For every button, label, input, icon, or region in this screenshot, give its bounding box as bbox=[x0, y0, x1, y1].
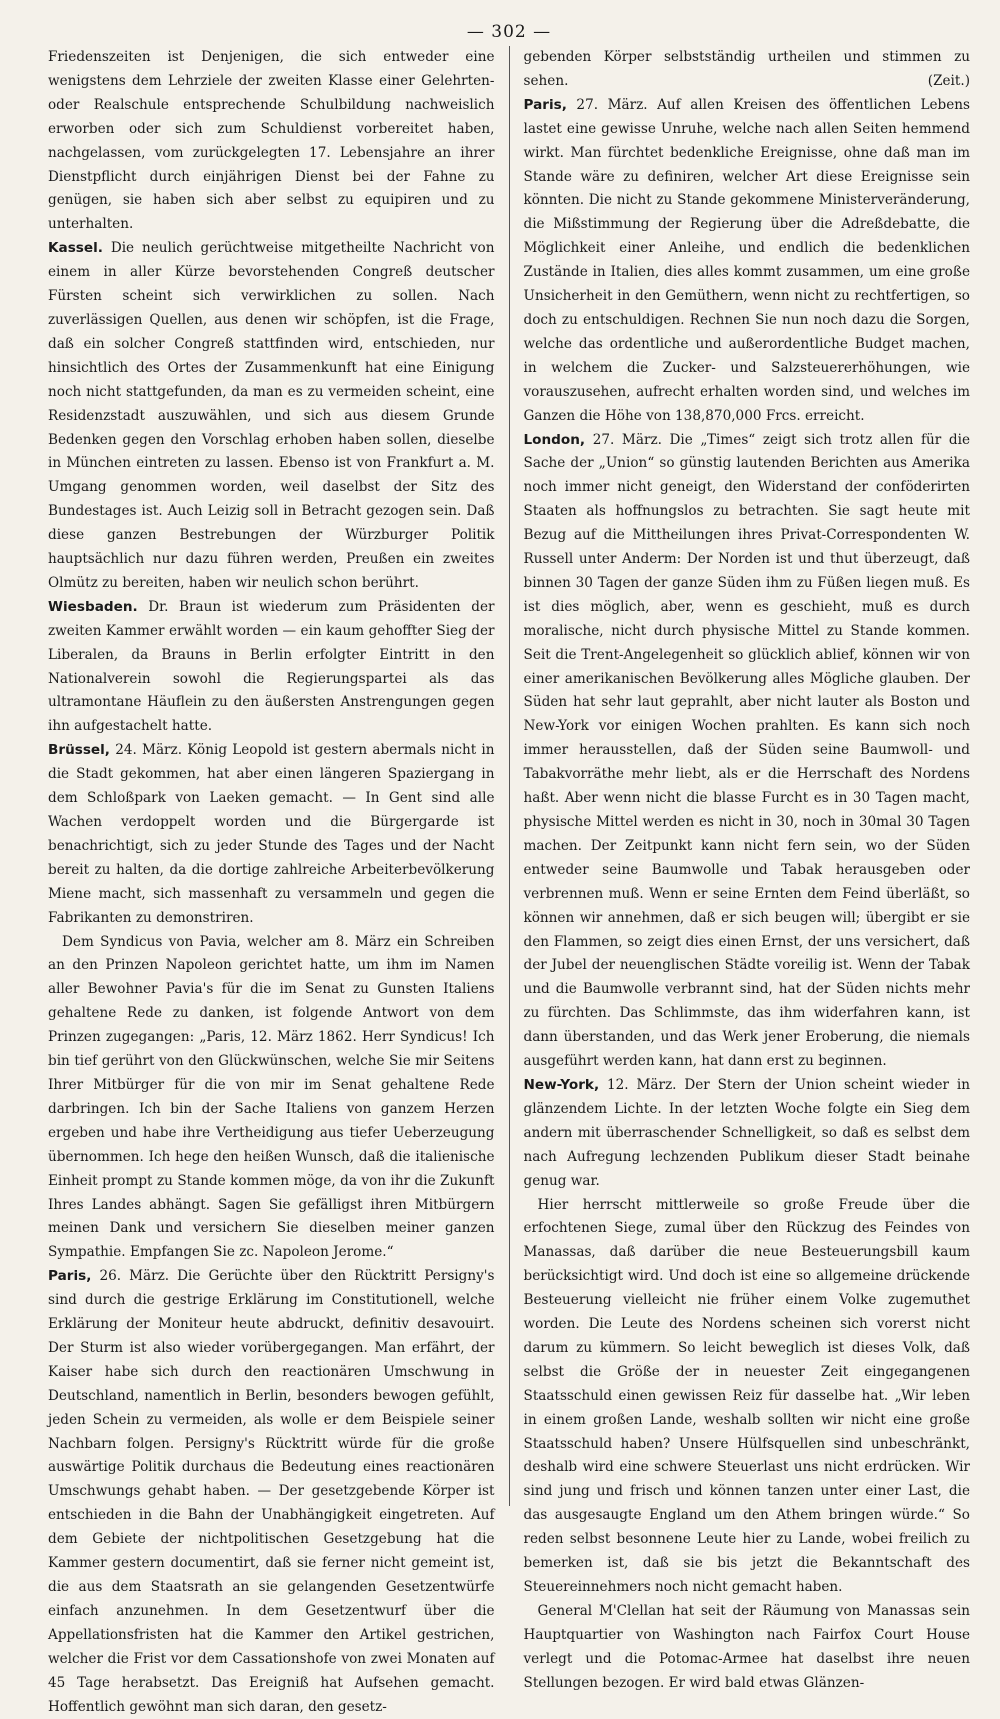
paragraph-text: Die neulich gerüchtweise mitgetheilte Nachricht von einem in aller Kürze bevorstehenden Congreß deutscher Fürsten scheint sich verwirklichen zu sollen. Nach zuverlässigen Quellen, aus denen wir schöpfen, ist die Frage, daß ein solcher Congreß stattfinden wird, entschieden, nur hinsichtlich des Ortes der Zusammenkunft hat eine Einigung noch nicht stattgefunden, da man es zu vermeiden scheint, eine Residenzstadt auszuwählen, und sich aus diesem Grunde Bedenken gegen den Vorschlag erhoben haben sollen, dieselbe in München eintreten zu lassen. Ebenso ist von Frankfurt a. M. Umgang genommen worden, weil daselbst der Sitz des Bundestages ist. Auch Leizig soll in Betracht gezogen sein. Daß diese ganzen Bestrebungen der Würzburger Politik hauptsächlich nur dazu führen werden, Preußen ein zweites Olmütz zu bereiten, haben wir neulich schon berührt. bbox=[48, 240, 495, 591]
source-attribution: (Zeit.) bbox=[927, 72, 970, 89]
article-paragraph bbox=[524, 1074, 971, 1194]
paragraph-text: Dr. Braun ist wiederum zum Präsidenten der zweiten Kammer erwählt worden — ein kaum gehoffter Sieg der Liberalen, da Brauns in Berlin erfolgter Eintritt in den Nationalverein sowohl die Regierungspartei als das ultramontane Häuflein zu den äußersten Anstrengungen gegen ihn aufgestachelt hatte. bbox=[48, 598, 495, 735]
paragraph-text: General M'Clellan hat seit der Räumung von Manassas sein Hauptquartier von Washington nach Fairfox Court House verlegt und die Potomac-Armee hat daselbst ihre neuen Stellungen bezogen. Er wird bald etwas Glänzen- bbox=[523, 1602, 970, 1691]
paragraph-text: Friedenszeiten ist Denjenigen, die sich entweder eine wenigstens dem Lehrziele der zweiten Klasse einer Gelehrten- oder Realschule entsprechende Schulbildung nachweislich erworben oder sich zum Schuldienst vorbereitet haben, nachgelassen, vom zurückgelegten 17. Lebensjahre an ihrer Dienstpflicht durch einjährigen Dienst bei der Fahne zu genügen, sie haben sich aber selbst zu equipiren und zu unterhalten. bbox=[48, 49, 495, 233]
paragraph-text: gebenden Körper selbstständig urtheilen und stimmen zu sehen. bbox=[523, 49, 970, 89]
dateline-heading: New-York, bbox=[523, 1076, 600, 1093]
dateline-heading: London, bbox=[523, 431, 586, 448]
article-paragraph bbox=[48, 931, 495, 1266]
paragraph-text: 12. März. Der Stern der Union scheint wieder in glänzendem Lichte. In der letzten Woche folgte ein Sieg dem andern mit überraschender Schnelligkeit, so daß es selbst dem nach Aufregung lechzenden Publikum dieser Stadt beinahe genug war. bbox=[523, 1076, 971, 1189]
article-paragraph bbox=[48, 237, 495, 596]
dateline-heading: Wiesbaden. bbox=[48, 598, 138, 615]
paragraph-text: 27. März. Auf allen Kreisen des öffentlichen Lebens lastet eine gewisse Unruhe, welche nach allen Seiten hemmend wirkt. Man fürchtet bedenkliche Ereignisse, ohne daß man im Stande wäre zu definiren, welcher Art diese Ereignisse sein könnten. Die nicht zu Stande gekommene Ministerveränderung, die Mißstimmung der Regierung über die Adreßdebatte, die Möglichkeit einer Anleihe, und endlich die bedenklichen Zustände in Italien, dies alles kommt zusammen, um eine große Unsicherheit in den Gemüthern, wenn nicht zu rechtfertigen, so doch zu entschuldigen. Rechnen Sie nun noch dazu die Sorgen, welche das ordentliche und außerordentliche Budget machen, in welchem die Zucker- und Salzsteuererhöhungen, wie vorauszusehen, aufrecht erhalten worden sind, und welches im Ganzen die Höhe von 138,870,000 Frcs. erreicht. bbox=[523, 96, 970, 424]
dateline-heading: Paris, bbox=[48, 1268, 92, 1285]
paragraph-text: Dem Syndicus von Pavia, welcher am 8. März ein Schreiben an den Prinzen Napoleon gerichtet hatte, um ihm im Namen aller Bewohner Pavia's für die im Senat zu Gunsten Italiens gehaltene Rede zu danken, ist folgende Antwort von dem Prinzen zugegangen: „Paris, 12. März 1862. Herr Syndicus! Ich bin tief gerührt von den Glückwünschen, welche Sie mir Seitens Ihrer Mitbürger für die von mir im Senat gehaltene Rede darbringen. Ich bin der Sache Italiens von ganzem Herzen ergeben und habe ihre Vertheidigung aus tiefer Ueberzeugung übernommen. Ich hege den heißen Wunsch, daß die italienische Einheit prompt zu Stande kommen möge, da von ihr die Zukunft Ihres Landes abhängt. Sagen Sie gefälligst ihren Mitbürgern meinen Dank und versichern Sie dieselben meiner ganzen Sympathie. Empfangen Sie zc. Napoleon Jerome.“ bbox=[48, 933, 495, 1261]
page-number: — 302 — bbox=[466, 22, 552, 42]
article-paragraph bbox=[524, 1600, 971, 1696]
article-paragraph bbox=[524, 1194, 971, 1600]
columns bbox=[48, 46, 971, 1715]
dateline-heading: Kassel. bbox=[48, 240, 103, 257]
article-paragraph bbox=[524, 94, 971, 429]
paragraph-text: Hier herrscht mittlerweile so große Freude über die erfochtenen Siege, zumal über den Rückzug des Feindes von Manassas, daß darüber die neue Besteuerungsbill kaum berücksichtigt wird. Und doch ist eine so allgemeine drückende Besteuerung vielleicht nie früher einem Volke zugemuthet worden. Die Leute des Nordens scheinen sich vorerst nicht darum zu kümmern. So leicht beweglich ist dieses Volk, daß selbst die Größe der in neuester Zeit eingegangenen Staatsschuld einen gewissen Reiz für dasselbe hat. „Wir leben in einem großen Lande, weshalb sollten wir nicht eine große Staatsschuld haben? Unsere Hülfsquellen sind unbeschränkt, deshalb wird eine schwere Steuerlast uns nicht erdrücken. Wir sind jung und frisch und können tanzen unter einer Last, die das ausgesaugte England um den Athem bringen würde.“ So reden selbst besonnene Leute hier zu Lande, wobei freilich zu bemerken ist, daß sie bis jetzt die Bekanntschaft des Steuereinnehmers noch nicht gemacht haben. bbox=[523, 1196, 970, 1595]
article-paragraph bbox=[48, 739, 495, 930]
right-column bbox=[509, 46, 971, 1691]
paragraph-text: 26. März. Die Gerüchte über den Rücktritt Persigny's sind durch die gestrige Erklärung im Constitutionell, welche Erklärung der Moniteur heute abdruckt, definitiv desavouirt. Der Sturm ist also wieder vorübergegangen. Man erfährt, der Kaiser habe sich durch den reactionären Umschwung in Deutschland, namentlich in Berlin, besonders bewogen gefühlt, jeden Schein zu vermeiden, als wolle er dem Beispiele seiner Nachbarn folgen. Persigny's Rücktritt würde für die große auswärtige Politik durchaus die Bedeutung eines reactionären Umschwungs gehabt haben. — Der gesetzgebende Körper ist entschieden in die Bahn der Unabhängigkeit eingetreten. Auf dem Gebiete der nichtpolitischen Gesetzgebung hat die Kammer gestern documentirt, daß sie ferner nicht gemeint ist, die aus dem Staatsrath an sie gelangenden Gesetzentwürfe einfach anzunehmen. In dem Gesetzentwurf über die Appellationsfristen hat die Kammer den Artikel gestrichen, welcher die Frist vor dem Cassationshofe von zwei Monaten auf 45 Tage herabsetzt. Das Ereigniß hat Aufsehen gemacht. Hoffentlich gewöhnt man sich daran, den gesetz- bbox=[48, 1268, 495, 1715]
article-paragraph bbox=[48, 46, 495, 237]
dateline-heading: Paris, bbox=[523, 96, 567, 113]
article-paragraph bbox=[48, 596, 495, 739]
dateline-heading: Brüssel, bbox=[48, 742, 110, 759]
paragraph-text: 24. März. König Leopold ist gestern abermals nicht in die Stadt gekommen, hat aber einen längeren Spaziergang in dem Schloßpark von Laeken gemacht. — In Gent sind alle Wachen verdoppelt worden und die Bürgergarde ist benachrichtigt, sich zu jeder Stunde des Tages und der Nacht bereit zu halten, da die dortige zahlreiche Arbeiterbevölkerung Miene macht, sich massenhaft zu versammeln und gegen die Fabrikanten zu demonstriren. bbox=[48, 742, 495, 926]
paragraph-text: 27. März. Die „Times“ zeigt sich trotz allen für die Sache der „Union“ so günstig lautenden Berichten aus Amerika noch immer nicht geneigt, den Widerstand der conföderirten Staaten als hoffnungslos zu betrachten. Sie sagt heute mit Bezug auf die Mittheilungen ihres Privat-Correspondenten W. Russell unter Anderm: Der Norden ist und thut überzeugt, daß binnen 30 Tagen der ganze Süden ihm zu Füßen liegen muß. Es ist dies möglich, aber, wenn es geschieht, muß es durch moralische, nicht durch physische Mittel zu Stande kommen. Seit die Trent-Angelegenheit so glücklich ablief, können wir von einer amerikanischen Bevölkerung alles Mögliche glauben. Der Süden hat sehr laut geprahlt, aber nicht lauter als Boston und New-York vor einigen Wochen prahlten. Es kann sich noch immer herausstellen, daß der Süden seine Baumwoll- und Tabakvorräthe mehr liebt, als er die Herrschaft des Nordens haßt. Aber wenn nicht die blasse Furcht es in 30 Tagen macht, physische Mittel werden es nicht in 30, noch in 30mal 30 Tagen machen. Der Zeitpunkt kann nicht fern sein, wo der Süden entweder seine Baumwolle und Tabak herausgeben oder verbrennen muß. Wenn er seine Ernten dem Feind überläßt, so können wir annehmen, daß er sich beugen will; übergibt er sie den Flammen, so zeigt dies einen Ernst, der uns versichert, daß der Jubel der neuenglischen Städte voreilig ist. Wenn der Tabak und die Baumwolle verbrannt sind, hat der Süden nichts mehr zu fürchten. Das Schlimmste, das ihm widerfahren kann, ist dann überstanden, und das Werk jener Eroberung, die niemals ausgeführt werden kann, hat dann erst zu beginnen. bbox=[523, 431, 971, 1070]
article-paragraph bbox=[48, 1265, 495, 1719]
article-paragraph bbox=[524, 429, 971, 1074]
article-paragraph bbox=[524, 46, 971, 94]
left-column bbox=[48, 46, 509, 1715]
